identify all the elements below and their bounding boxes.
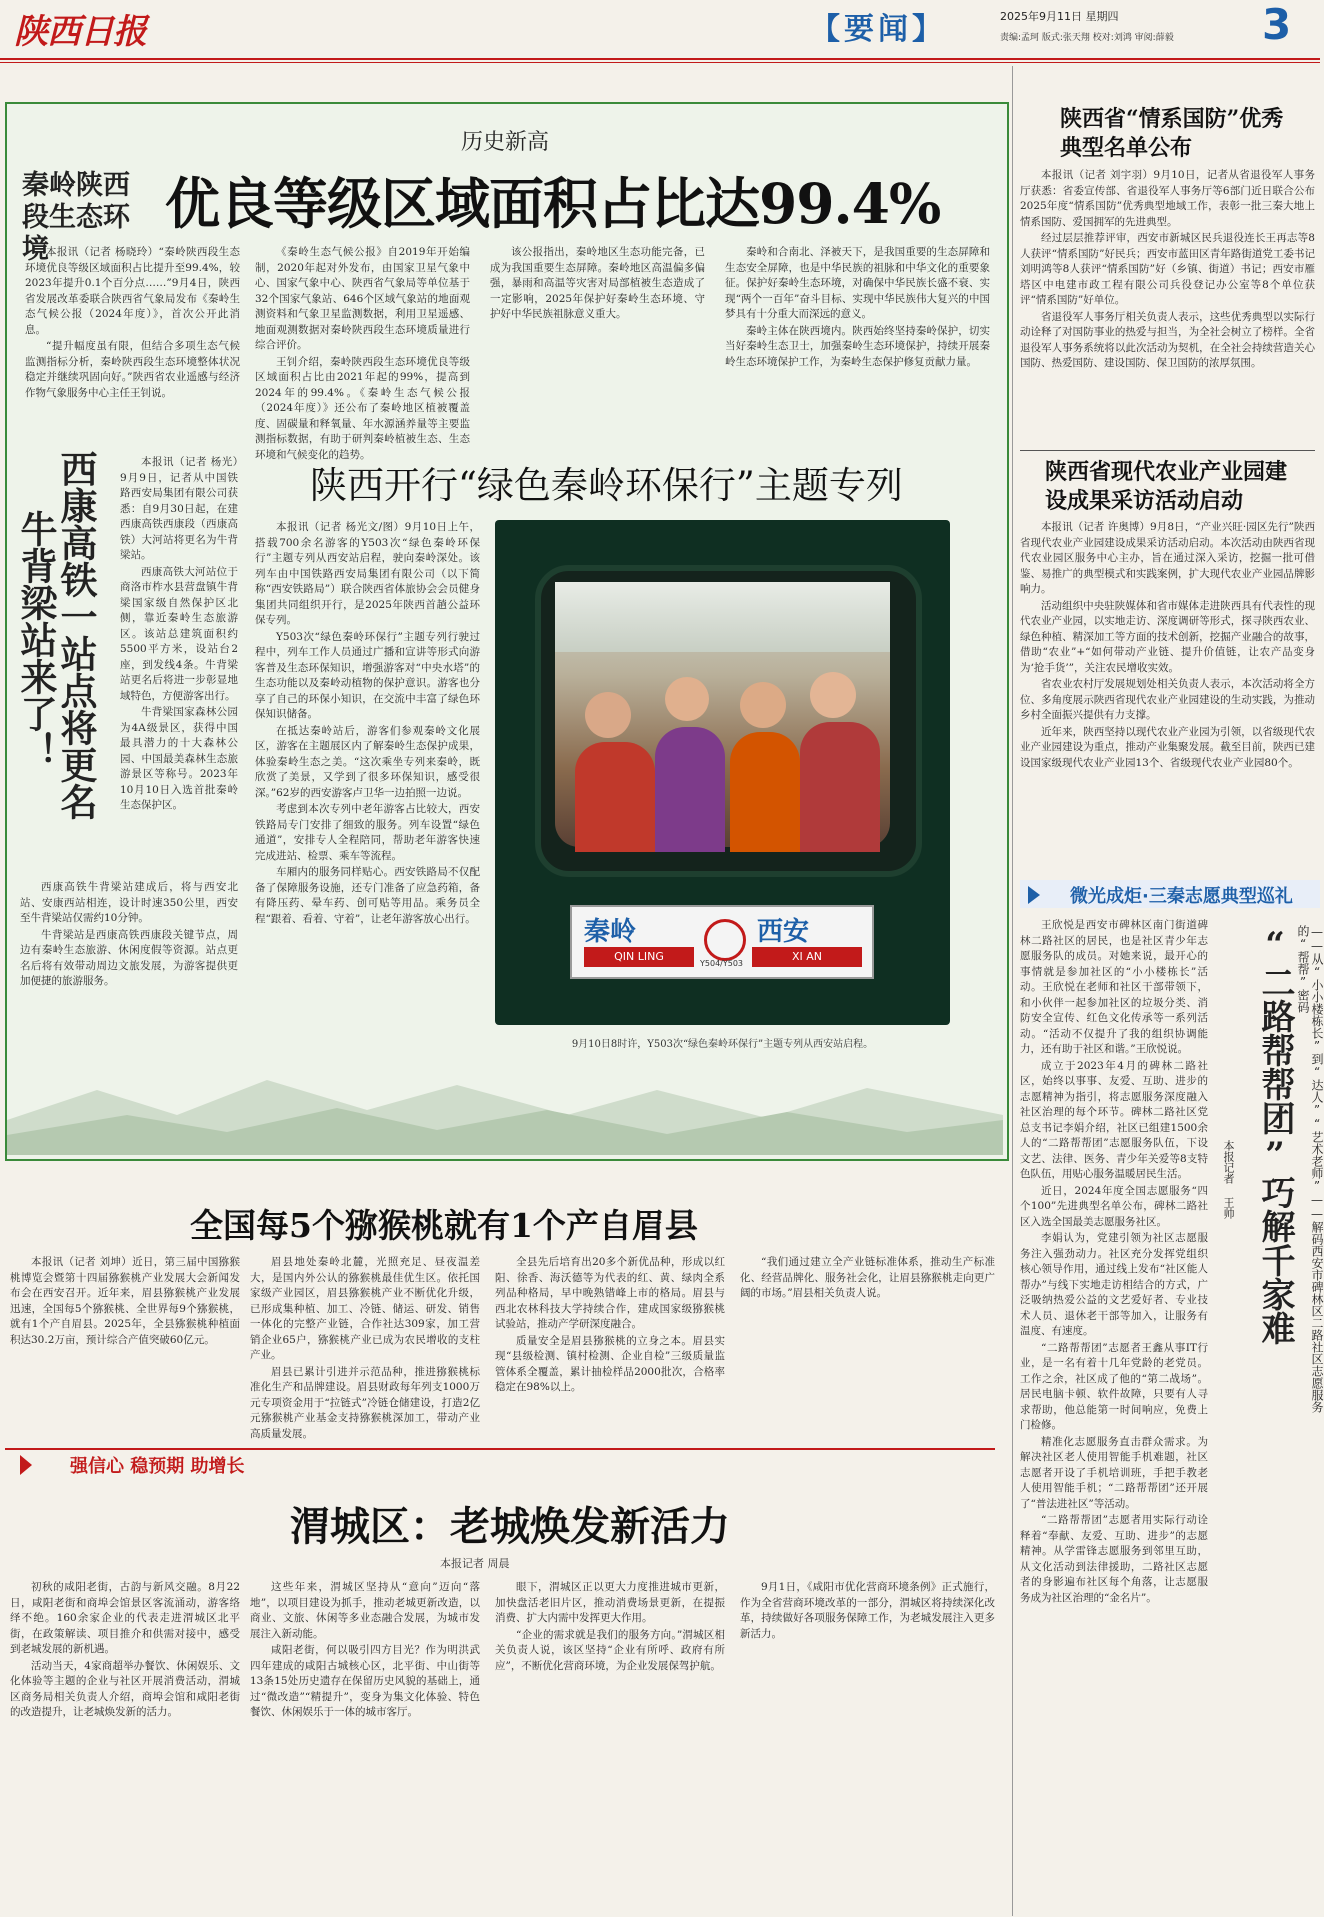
lead-col-1	[25, 245, 240, 425]
masthead-rule-thin	[0, 62, 1320, 63]
agri-para: 近年来，陕西坚持以现代农业产业园为引领，以省级现代农业产业园建设为重点，推动产业集聚发展。截至目前，陕西已建设国家级现代农业产业园13个、省级现代农业产业园80个。	[1020, 725, 1315, 769]
agri-para: 本报讯（记者 许奥博）9月8日，“产业兴旺·园区先行”陕西省现代农业产业园建设成果采访活动启动。本次活动由陕西省现代农业园区服务中心主办，旨在通过深入采访，挖掘一批可借鉴、易推广的典型模式和实践案例，扩大现代农业产业园品牌影响力。	[1020, 521, 1315, 595]
station-sign-left: 秦岭	[584, 917, 637, 947]
volunteer-para: 李娟认为，党建引领为社区志愿服务注入强劲动力。社区充分发挥党组织核心领导作用，通过线上发布“社区能人帮办”与线下实地走访相结合的方式，广泛吸纳热爱公益的文艺爱好者、专业技术人员、退休老干部等加入，让服务有温度、有速度。	[1020, 1232, 1208, 1337]
agri-para: 省农业农村厅发展规划处相关负责人表示，本次活动将全方位、多角度展示陕西省现代农业产业园建设的生动实践，为推动乡村全面振兴提供有力支撑。	[1020, 678, 1315, 721]
kiwi-title: 全国每5个猕猴桃就有1个产自眉县	[190, 1206, 698, 1245]
weicheng-para: “企业的需求就是我们的服务方向。”渭城区相关负责人说，该区坚持“企业有所呼、政府有所应”，不断优化营商环境，为企业发展保驾护航。	[495, 1628, 725, 1672]
xikang-para: 西康高铁牛背梁站建成后，将与西安北站、安康西站相连，设计时速350公里，西安至牛背梁站仅需约10分钟。	[20, 881, 238, 924]
volunteer-title: “二路帮帮团”巧解千家难	[1255, 925, 1295, 1345]
station-sign-right: 西安	[757, 917, 810, 947]
volunteer-para: 王欣悦是西安市碑林区南门街道碑林二路社区的居民，也是社区青少年志愿服务队的成员。对她来说，最开心的事情就是参加社区的“小小楼栋长”活动。王欣悦在老师和社区干部带领下，和小伙伴一起参加社区的垃圾分类、消防安全宣传、红色文化传承等一系列活动。“活动不仅提升了我的组织协调能力，还有助于社区和谐。”王欣悦说。	[1020, 919, 1208, 1055]
weicheng-para: 这些年来，渭城区坚持从“意向”迈向“落地”，以项目建设为抓手，推动老城更新改造，以商业、文旅、休闲等多业态融合发展，为城市发展注入新动能。	[250, 1581, 480, 1640]
sidebar-rule	[1020, 450, 1315, 451]
station-sign-left-pinyin: QIN LING	[584, 947, 694, 967]
kiwi-para: 眉县地处秦岭北麓，光照充足、昼夜温差大，是国内外公认的猕猴桃最佳优生区。依托国家级产业园区，眉县猕猴桃产业不断优化升级，已形成集种植、加工、冷链、储运、研发、销售一体化的完整产业链，合作社达309家，加工营销企业65户，猕猴桃产业已成为农民增收的支柱产业。	[250, 1256, 480, 1361]
weicheng-para: 咸阳老街，何以吸引四方目光？作为明洪武四年建成的咸阳古城核心区，北平街、中山街等13条15处历史遗存在保留历史风貌的基础上，通过“微改造”“精提升”，变身为集文化体验、特色餐饮、休闲娱乐于一体的城市客厅。	[250, 1644, 480, 1718]
lead-para: 本报讯（记者 杨晓玲）“秦岭陕西段生态环境优良等级区域面积占比提升至99.4%，较2023年提升0.1个百分点……”9月4日，陕西省发展改革委联合陕西省气象局发布《秦岭生态气候公报（2024年度）》，首次公开此消息。	[25, 246, 240, 336]
xikang-para: 牛背梁站是西康高铁西康段关键节点，周边有秦岭生态旅游、休闲度假等资源。站点更名后将有效带动周边文旅发展，为游客提供更加便捷的旅游服务。	[20, 928, 238, 987]
railway-logo-icon	[704, 919, 746, 961]
lead-kicker: 历史新高	[460, 130, 549, 155]
passenger-body	[730, 732, 800, 852]
passenger-face	[665, 677, 709, 721]
station-sign-code: Y504/Y503	[700, 959, 744, 968]
weicheng-para: 初秋的咸阳老街，古韵与新风交融。8月22日，咸阳老街和商埠会馆景区客流涌动，游客络绎不绝。160余家企业的代表走进渭城区北平街，在政策解读、项目推介和供需对接中，感受到老城发展的新机遇。	[10, 1581, 240, 1655]
kiwi-col-2	[250, 1255, 480, 1440]
lead-title: 优良等级区域面积占比达99.4%	[165, 171, 941, 236]
weicheng-title: 渭城区：老城焕发新活力	[290, 1503, 730, 1550]
section-label: 【要闻】	[810, 12, 946, 47]
green-para: 车厢内的服务同样贴心。西安铁路局不仅配备了保障服务设施，还专门准备了应急药箱，备有降压药、晕车药、创可贴等用品。乘务员全程“跟着、看着、守着”，让老年游客放心出行。	[255, 866, 480, 925]
weicheng-col-2	[250, 1580, 480, 1915]
mountain-decoration	[7, 1060, 1003, 1155]
lead-para: “提升幅度虽有限，但结合多项生态气候监测指标分析，秦岭陕西段生态环境整体状况稳定并继续巩固向好。”陕西省农业遥感与经济作物气象服务中心主任王钊说。	[25, 340, 240, 399]
volunteer-author: 本报记者 王帅	[1222, 1140, 1235, 1219]
lead-para: 秦岭和合南北、泽被天下，是我国重要的生态屏障和生态安全屏障，也是中华民族的祖脉和中华文化的重要象征。保护好秦岭生态环境，对确保中华民族长盛不衰、实现“两个一百年”奋斗目标、实现中华民族伟大复兴的中国梦具有十分重大而深远的意义。	[725, 246, 990, 320]
kiwi-para: 全县先后培育出20多个新优品种，形成以红阳、徐香、海沃德等为代表的红、黄、绿肉全系列品种格局，早中晚熟错峰上市的格局。眉县与西北农林科技大学持续合作，建成国家级猕猴桃试验站，推动产学研深度融合。	[495, 1256, 725, 1330]
xikang-para: 西康高铁大河站位于商洛市柞水县营盘镇牛背梁国家级自然保护区北侧，靠近秦岭生态旅游区。该站总建筑面积约5500平方米，设站台2座，到发线4条。牛背梁站更名后将进一步彰显地域特色，方便游客出行。	[120, 565, 238, 702]
lead-col-2	[255, 245, 470, 461]
kiwi-col-4	[740, 1255, 995, 1440]
kiwi-para: “我们通过建立全产业链标准体系，推动生产标准化、经营品牌化、服务社会化，让眉县猕猴桃走向更广阔的市场。”眉县相关负责人说。	[740, 1256, 995, 1299]
kiwi-para: 本报讯（记者 刘坤）近日，第三届中国猕猴桃博览会暨第十四届猕猴桃产业发展大会新闻发布会在西安召开。近年来，眉县猕猴桃产业发展迅速，全国每5个猕猴桃、全世界每9个猕猴桃，就有1个产自眉县。2025年，全县猕猴桃种植面积达30.2万亩，预计综合产值突破60亿元。	[10, 1256, 240, 1346]
arrow-icon	[1028, 886, 1040, 904]
volunteer-subtitle: ——从“小小楼栋长”到“达人”“艺术老师”——解码西安市碑林区二路社区志愿服务的“帮帮”密码	[1296, 925, 1324, 1413]
band-label: 强信心 稳预期 助增长	[70, 1456, 245, 1477]
volunteer-para: 成立于2023年4月的碑林二路社区，始终以事事、友爱、互助、进步的志愿精神为指引，将志愿服务深度融入社区治理的每个环节。碑林二路社区党总支书记李娟介绍，社区已组建1500余人的“二路帮帮团”志愿服务队伍，下设文艺、法律、医务、青少年关爱等8支特色队伍，用贴心服务温暖居民生活。	[1020, 1059, 1208, 1180]
honor-para: 本报讯（记者 刘宇羽）9月10日，记者从省退役军人事务厅获悉：省委宣传部、省退役军人事务厅等6部门近日联合公布2025年度“情系国防”优秀典型地域工作，表彰一批三秦大地上情系国防、爱国拥军的先进典型。	[1020, 169, 1315, 228]
agri-title: 陕西省现代农业产业园建设成果采访活动启动	[1045, 459, 1288, 514]
honor-body	[1020, 168, 1315, 453]
green-train-title: 陕西开行“绿色秦岭环保行”主题专列	[310, 464, 903, 507]
kiwi-col-3	[495, 1255, 725, 1440]
passenger-body	[575, 742, 655, 852]
volunteer-para: 精准化志愿服务直击群众需求。为解决社区老人使用智能手机难题，社区志愿者开设了手机培训班，手把手教老人使用智能手机；“二路帮帮团”还开展了“普法进社区”等活动。	[1020, 1435, 1208, 1510]
passenger-face	[810, 672, 856, 718]
kiwi-para: 眉县已累计引进并示范品种，推进猕猴桃标准化生产和品牌建设。眉县财政每年列支1000万元专项资金用于“拉链式”冷链仓储建设，打造2亿元猕猴桃产业基金支持猕猴桃深加工，带动产业高质量发展。	[250, 1365, 480, 1440]
weicheng-para: 眼下，渭城区正以更大力度推进城市更新，加快盘活老旧片区，推动消费场景更新，在提振消费、扩大内需中发挥更大作用。	[495, 1581, 725, 1624]
editor-credits: 责编:孟珂 版式:张天翔 校对:刘鸿 审阅:薛毅	[1000, 33, 1174, 43]
lead-para: 《秦岭生态气候公报》自2019年开始编制，2020年起对外发布，由国家卫星气象中心、国家气象中心、陕西省气象局等单位基于32个国家气象站、646个区域气象站的地面观测资料和气象卫星监测数据，利用卫星遥感、地面观测数据对秦岭陕西段生态环境质量进行综合评价。	[255, 246, 470, 351]
weicheng-author: 本报记者 周晨	[440, 1557, 510, 1570]
honor-para: 省退役军人事务厅相关负责人表示，这些优秀典型以实际行动诠释了对国防事业的热爱与担当，为全社会树立了榜样。全省退役军人事务系统将以此次活动为契机，在全社会持续营造关心国防、热爱国防、建设国防、保卫国防的浓厚氛围。	[1020, 310, 1315, 369]
xikang-col-2	[20, 880, 238, 1035]
honor-title: 陕西省“情系国防”优秀典型名单公布	[1060, 106, 1284, 161]
page-number: 3	[1262, 0, 1292, 49]
passenger-face	[740, 682, 786, 728]
volunteer-label: 微光成炬·三秦志愿典型巡礼	[1070, 886, 1293, 907]
volunteer-para: “二路帮帮团”志愿者用实际行动诠释着“奉献、友爱、互助、进步”的志愿精神。从学雷锋志愿服务到邻里互助，从文化活动到法律援助，二路社区志愿者的身影遍布社区每个角落，让志愿服务成为社区治理的“金名片”。	[1020, 1514, 1208, 1604]
kiwi-col-1	[10, 1255, 240, 1440]
weicheng-para: 活动当天，4家商超举办餐饮、休闲娱乐、文化体验等主题的企业与社区开展消费活动，渭城区商务局相关负责人介绍，商埠会馆和咸阳老街的改造提升，让老城焕发新的活力。	[10, 1659, 240, 1718]
honor-para: 经过层层推荐评审，西安市新城区民兵退役连长王再志等8人获评“情系国防”好民兵；西安市蓝田区青年路街道党工委书记刘明鸿等8人获评“情系国防”好（乡镇、街道）书记；西安市雁塔区中电建市政工程有限公司兵役登记办公室等8个单位获评“情系国防”好单位。	[1020, 232, 1315, 306]
green-para: Y503次“绿色秦岭环保行”主题专列行驶过程中，列车工作人员通过广播和宣讲等形式向游客普及生态环保知识，增强游客对“中央水塔”的生态功能以及秦岭动植物的保护意识。游客也分享了自己的环保小知识，在交流中丰富了绿色环保知识储备。	[255, 630, 480, 720]
carriage-ceiling	[555, 582, 890, 652]
volunteer-body	[1020, 918, 1208, 1913]
passenger-body	[655, 727, 725, 852]
lead-para: 王钊介绍，秦岭陕西段生态环境优良等级区域面积占比由2021年起的99%，提高到2024年的99.4%。《秦岭生态气候公报（2024年度）》还公布了秦岭地区植被覆盖度、固碳量和释氧量、年水源涵养量等主要监测指标数据，有助于研判秦岭植被生态、生态环境和气候变化的趋势。	[255, 355, 470, 461]
xikang-subtitle: 牛背梁站来了！	[14, 510, 58, 769]
weicheng-col-4	[740, 1580, 995, 1915]
station-sign	[570, 905, 874, 979]
passenger-face	[585, 692, 631, 738]
xikang-para: 本报讯（记者 杨光）9月9日，记者从中国铁路西安局集团有限公司获悉：自9月30日起，在建西康高铁西康段（西康高铁）大河站将更名为牛背梁站。	[120, 456, 238, 561]
green-para: 在抵达秦岭站后，游客们参观秦岭文化展区，游客在主题展区内了解秦岭生态保护成果，体验秦岭生态之美。“这次乘坐专列来秦岭，既欣赏了美景，又学到了很多环保知识，感受很深。”62岁的西安游客卢卫华一边拍照一边说。	[255, 724, 480, 799]
column-divider	[1012, 66, 1013, 1916]
lead-side-title: 秦岭陕西段生态环境	[22, 170, 130, 265]
weicheng-col-3	[495, 1580, 725, 1915]
agri-body	[1020, 520, 1315, 865]
photo-caption: 9月10日8时许，Y503次“绿色秦岭环保行”主题专列从西安站启程。	[571, 1039, 874, 1050]
lead-col-4	[725, 245, 990, 425]
lead-para: 该公报指出，秦岭地区生态功能完备，已成为我国重要生态屏障。秦岭地区高温偏多偏强，暴雨和高温等灾害对局部植被生态造成了一定影响，2025年保护好秦岭生态环境、守护好中华民族祖脉意义重大。	[490, 246, 705, 320]
xikang-para: 牛背梁国家森林公园为4A级景区，获得中国最具潜力的十大森林公园、中国最美森林生态旅游景区等称号。2023年10月10日入选首批秦岭生态保护区。	[120, 706, 238, 811]
train-photo	[495, 520, 950, 1025]
green-para: 考虑到本次专列中老年游客占比较大，西安铁路局专门安排了细致的服务。列车设置“绿色通道”，安排专人全程陪同，帮助老年游客快速完成进站、检票、乘车等流程。	[255, 803, 480, 862]
xikang-col-1	[120, 455, 238, 875]
band-rule	[5, 1448, 995, 1450]
agri-para: 活动组织中央驻陕媒体和省市媒体走进陕西具有代表性的现代农业产业园，以实地走访、深度调研等形式，探寻陕西农业、绿色种植、精深加工等方面的技术创新，挖掘产业融合的故事，借助“农业”+“如何带动产业链、提升价值链，让农产品变身为‘抢手货’”，关注农民增收实效。	[1020, 599, 1315, 674]
arrow-icon	[20, 1455, 32, 1475]
lead-col-3	[490, 245, 705, 425]
green-para: 本报讯（记者 杨光文/图）9月10日上午，搭载700余名游客的Y503次“绿色秦岭环保行”主题专列从西安站启程，驶向秦岭深处。该列车由中国铁路西安局集团有限公司（以下简称“西安铁路局”）联合陕西省体旅协会会员健身集团共同组织开行，是2025年陕西首趟公益环保专列。	[255, 521, 480, 626]
train-window-view	[555, 582, 890, 847]
volunteer-para: 近日，2024年度全国志愿服务“四个100”先进典型名单公布，碑林二路社区入选全国最美志愿服务社区。	[1020, 1184, 1208, 1228]
weicheng-col-1	[10, 1580, 240, 1915]
kiwi-para: 质量安全是眉县猕猴桃的立身之本。眉县实现“县级检测、镇村检测、企业自检”三级质量监管体系全覆盖，累计抽检样品2000批次，合格率稳定在98%以上。	[495, 1334, 725, 1393]
issue-date: 2025年9月11日 星期四	[1000, 10, 1119, 23]
weicheng-para: 9月1日，《咸阳市优化营商环境条例》正式施行，作为全省营商环境改革的一部分，渭城区将持续深化改革，持续做好各项服务保障工作，为老城发展注入更多新活力。	[740, 1581, 995, 1640]
newspaper-logo: 陕西日报	[14, 12, 146, 52]
xikang-title: 西康高铁一站点将更名	[54, 450, 98, 820]
station-sign-right-pinyin: XI AN	[752, 947, 862, 967]
passenger-body	[800, 722, 880, 852]
volunteer-para: “二路帮帮团”志愿者王鑫从事IT行业，是一名有着十几年党龄的老党员。工作之余，社区成了他的“第二战场”。居民电脑卡顿、软件故障，只要有人寻求帮助，他总能第一时间响应，免费上门检修。	[1020, 1341, 1208, 1431]
green-train-col	[255, 520, 480, 1030]
masthead-rule	[0, 58, 1320, 60]
lead-para: 秦岭主体在陕西境内。陕西始终坚持秦岭保护，切实当好秦岭生态卫士，加强秦岭生态环境保护，持续开展秦岭生态环境保护工作，为秦岭生态保护修复贡献力量。	[725, 324, 990, 368]
